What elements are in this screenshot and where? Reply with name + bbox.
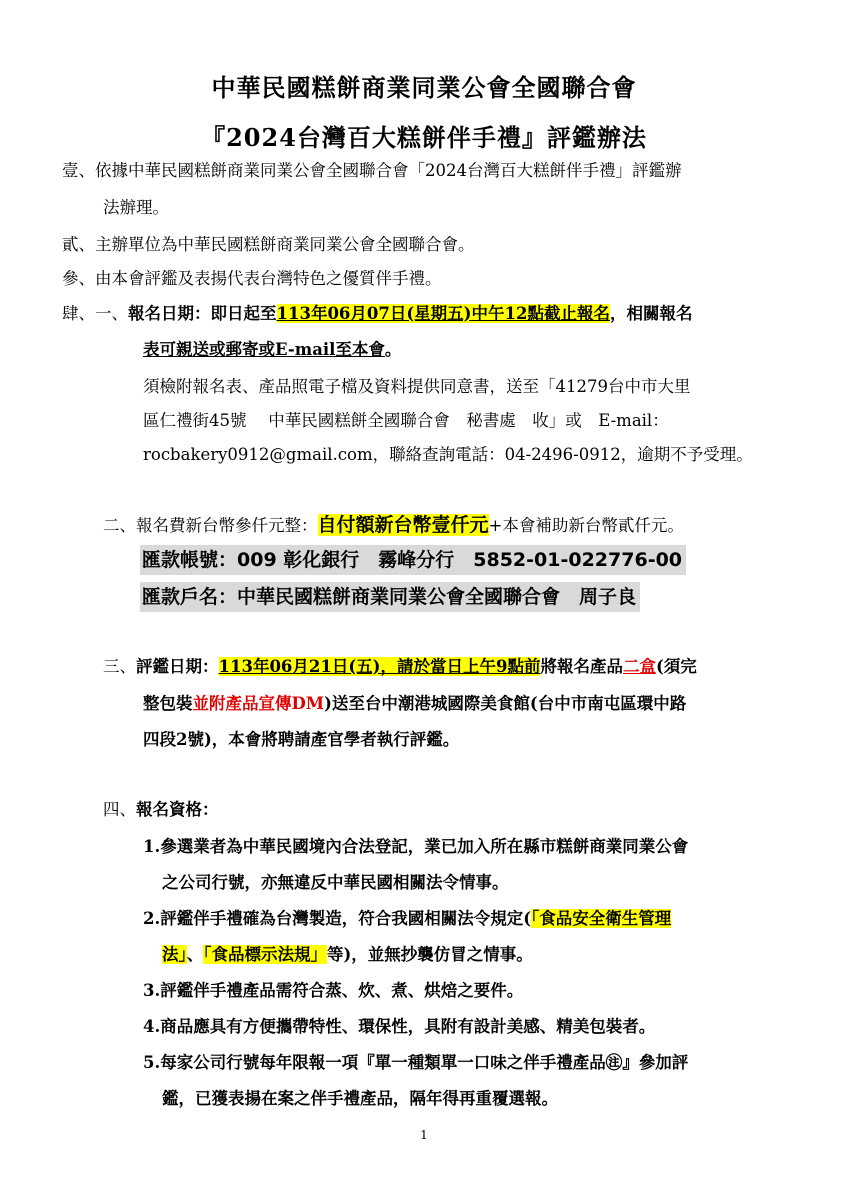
criterion-1-line-1: 1.參選業者為中華民國境內合法登記，業已加入所在縣市糕餅商業同業公會	[143, 837, 689, 856]
food-safety-law-end: 法」	[162, 945, 187, 964]
registration-deadline: 113年06月07日(星期五)中午12點截止報名	[276, 304, 610, 323]
subsidy-amount: +本會補助新台幣貳仟元。	[488, 516, 684, 535]
criterion-2-separator: 、	[186, 945, 204, 964]
food-labeling-law: 「食品標示法規」	[203, 945, 327, 964]
section-4-number: 肆、	[62, 304, 95, 323]
section-4-item-3-line-2	[143, 693, 686, 715]
document-subtitle: 『2024台灣百大糕餅伴手禮』評鑑辦法	[201, 123, 647, 152]
item-2-fee: 報名費新台幣參仟元整：	[136, 516, 318, 535]
criterion-5-line-2: 鑑，已獲表揚在案之伴手禮產品，隔年得再重覆選報。	[162, 1089, 558, 1108]
item-1-note-line-3: rocbakery0912@gmail.com，聯絡查詢電話：04-2496-0912，逾期不予受理。	[143, 445, 753, 464]
section-4-item-1-line-1	[62, 303, 692, 325]
page-number: 1	[420, 1128, 428, 1142]
section-3	[62, 268, 442, 290]
item-1-number: 一、	[95, 304, 128, 323]
item-3-number: 三、	[103, 657, 136, 676]
section-1-number: 壹、	[62, 161, 95, 180]
criterion-4: 4.商品應具有方便攜帶特性、環保性，具附有設計美感、精美包裝者。	[143, 1017, 656, 1036]
criterion-5-line-1: 5.每家公司行號每年限報一項『單一種類單一口味之伴手禮產品㊟』參加評	[143, 1053, 689, 1072]
submission-methods-end: 。	[384, 340, 402, 359]
self-pay-amount: 自付額新台幣壹仟元	[317, 514, 489, 536]
document-title: 中華民國糕餅商業同業公會全國聯合會	[211, 73, 637, 102]
item-3-label: 評鑑日期：	[136, 657, 219, 676]
item-4-number: 四、	[103, 800, 136, 819]
criterion-2-line-2	[162, 944, 533, 966]
promo-dm-required: 並附產品宣傳DM	[192, 694, 325, 713]
item-1-note-line-2: 區仁禮街45號 中華民國糕餅全國聯合會 秘書處 收」或 E-mail：	[143, 411, 669, 430]
item-1-label: 報名日期：即日起至	[128, 304, 277, 323]
evaluation-date: 113年06月21日(五)，請於當日上午9點前	[218, 657, 541, 676]
item-1-rest: ，相關報名	[609, 304, 693, 323]
account-holder-name: 匯款戶名：中華民國糕餅商業同業公會全國聯合會 周子良	[140, 582, 640, 612]
section-3-number: 參、	[62, 269, 95, 288]
item-2-number: 二、	[103, 516, 136, 535]
item-1-note-line-1: 須檢附報名表、產品照電子檔及資料提供同意書，送至「41279台中市大里	[143, 377, 691, 396]
item-3-text-1: 將報名產品	[540, 657, 623, 676]
section-4-item-3-line-1	[103, 656, 697, 678]
item-3-line-2a: 整包裝	[143, 694, 193, 713]
section-1-text: 依據中華民國糕餅商業同業公會全國聯合會「2024台灣百大糕餅伴手禮」評鑑辦	[95, 161, 682, 180]
criterion-2-text-a: 2.評鑑伴手禮確為台灣製造，符合我國相關法令規定(	[143, 909, 532, 928]
section-1-line-2: 法辦理。	[103, 198, 169, 217]
section-1-line-1	[62, 160, 682, 182]
bank-account: 匯款帳號：009 彰化銀行 霧峰分行 5852-01-022776-00	[140, 545, 686, 575]
criterion-3: 3.評鑑伴手禮產品需符合蒸、炊、煮、烘焙之要件。	[143, 981, 524, 1000]
item-3-text-1b: (須完	[655, 657, 697, 676]
item-4-label: 報名資格：	[136, 800, 219, 819]
submission-methods: 表可親送或郵寄或E-mail至本會	[143, 340, 385, 359]
criterion-1-line-2: 之公司行號，亦無違反中華民國相關法令情事。	[162, 873, 509, 892]
food-safety-law: 「食品安全衛生管理	[531, 909, 672, 928]
section-4-item-4-heading	[103, 799, 219, 821]
section-4-item-3-line-3: 四段2號)，本會將聘請產官學者執行評鑑。	[143, 730, 460, 749]
criterion-2-line-1	[143, 908, 671, 930]
section-4-item-2-line-1	[103, 514, 684, 537]
section-4-item-1-line-2	[143, 339, 401, 361]
section-3-text: 由本會評鑑及表揚代表台灣特色之優質伴手禮。	[95, 269, 442, 288]
section-2-text: 主辦單位為中華民國糕餅商業同業公會全國聯合會。	[95, 235, 475, 254]
criterion-2-text-b: 等)，並無抄襲仿冒之情事。	[327, 945, 533, 964]
item-3-line-2b: )送至台中潮港城國際美食館(台中市南屯區環中路	[324, 694, 687, 713]
section-2-number: 貳、	[62, 235, 95, 254]
section-2	[62, 234, 475, 256]
product-quantity: 二盒	[622, 657, 656, 676]
